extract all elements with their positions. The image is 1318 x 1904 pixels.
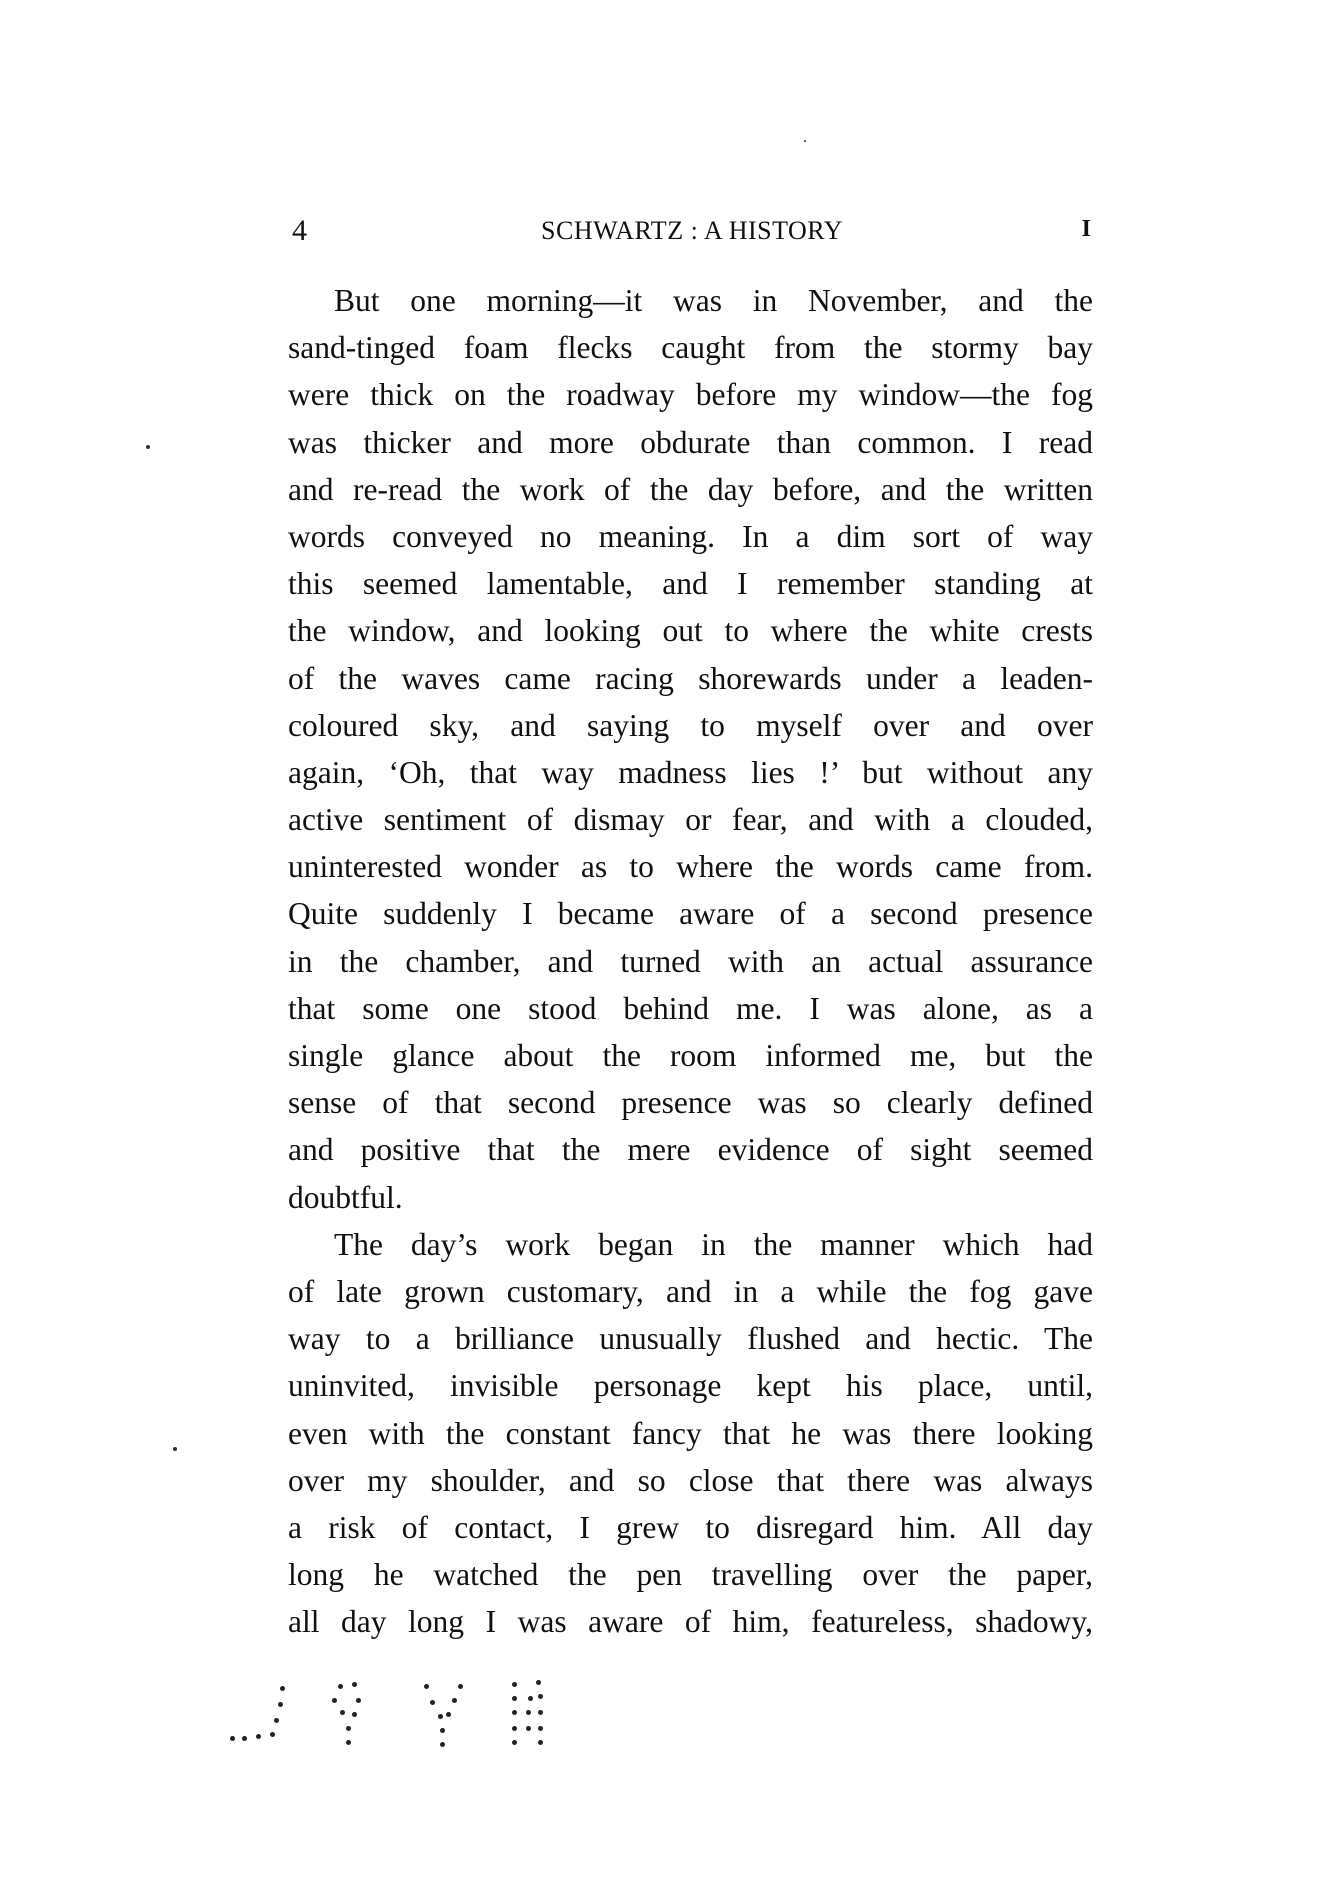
text-line: sand-tinged foam flecks caught from the stormy bay [288,330,1093,366]
paragraph-1 [288,277,1093,1221]
braille-dot [274,1718,279,1723]
text-line: doubtful. [288,1179,403,1215]
text-line: sense of that second presence was so clearly defined [288,1085,1093,1121]
text-line: in the chamber, and turned with an actual assurance [288,943,1093,979]
text-line: this seemed lamentable, and I remember standing at [288,566,1093,602]
page-number: 4 [292,214,308,247]
text-line: the window, and looking out to where the white crests [288,613,1093,649]
text-line: were thick on the roadway before my window—the fog [288,377,1093,413]
text-line: was thicker and more obdurate than common. I read [288,424,1093,460]
braille-dot [242,1736,247,1741]
braille-dot [536,1680,541,1685]
braille-dot [512,1682,517,1687]
text-line: of the waves came racing shorewards under a leaden- [288,660,1093,696]
text-line: and positive that the mere evidence of sight seemed [288,1132,1093,1168]
braille-dot [346,1740,351,1745]
text-line: active sentiment of dismay or fear, and with a clouded, [288,802,1093,838]
text-line: coloured sky, and saying to myself over and over [288,707,1093,743]
text-line: again, ‘Oh, that way madness lies !’ but without any [288,754,1093,790]
body-text [288,277,1093,1645]
braille-dot [452,1698,457,1703]
braille-dot [340,1710,345,1715]
print-speck [804,140,806,142]
braille-dot [438,1714,443,1719]
text-line: uninterested wonder as to where the words came from. [288,849,1093,885]
text-line: Quite suddenly I became aware of a second presence [288,896,1093,932]
braille-dot [270,1732,275,1737]
braille-dot [440,1728,445,1733]
print-speck [146,445,150,449]
text-line: even with the constant fancy that he was there looking [288,1415,1093,1451]
text-line: all day long I was aware of him, featureless, shadowy, [288,1604,1093,1640]
braille-dot [458,1684,463,1689]
braille-dot [256,1734,261,1739]
paragraph-2 [288,1221,1093,1646]
braille-dot [512,1710,517,1715]
print-speck [173,1447,177,1451]
braille-dot [526,1726,531,1731]
chapter-number: I [1081,216,1092,242]
braille-dot [356,1698,361,1703]
braille-dot [332,1698,337,1703]
braille-dot [538,1740,543,1745]
text-line: of late grown customary, and in a while the fog gave [288,1273,1093,1309]
braille-dot [446,1712,451,1717]
braille-dot [512,1726,517,1731]
braille-dot [430,1700,435,1705]
braille-dot [528,1696,533,1701]
text-line: a risk of contact, I grew to disregard him. All day [288,1509,1093,1545]
text-line: long he watched the pen travelling over the paper, [288,1557,1093,1593]
text-line: single glance about the room informed me, but the [288,1038,1093,1073]
braille-dot-marks [228,1680,568,1760]
braille-dot [512,1740,517,1745]
braille-dot [440,1742,445,1747]
braille-dot [338,1684,343,1689]
braille-dot [538,1710,543,1715]
braille-dot [526,1710,531,1715]
text-line: But one morning—it was in November, and the [334,283,1093,318]
braille-dot [424,1684,429,1689]
braille-dot [346,1726,351,1731]
braille-dot [538,1694,543,1699]
braille-dot [280,1686,285,1691]
running-title: SCHWARTZ : A HISTORY [541,216,843,245]
running-head [292,214,1092,254]
text-line: The day’s work began in the manner which had [334,1226,1093,1262]
braille-dot [352,1712,357,1717]
braille-dot [538,1726,543,1731]
text-line: words conveyed no meaning. In a dim sort of way [288,518,1093,554]
braille-dot [278,1702,283,1707]
braille-dot [230,1736,235,1741]
text-line: that some one stood behind me. I was alone, as a [288,990,1093,1026]
text-line: uninvited, invisible personage kept his place, until, [288,1368,1093,1404]
text-line: over my shoulder, and so close that there was always [288,1462,1093,1498]
text-line: and re-read the work of the day before, and the written [288,471,1093,507]
braille-dot [352,1682,357,1687]
braille-dot [512,1696,517,1701]
text-line: way to a brilliance unusually flushed and hectic. The [288,1321,1093,1357]
